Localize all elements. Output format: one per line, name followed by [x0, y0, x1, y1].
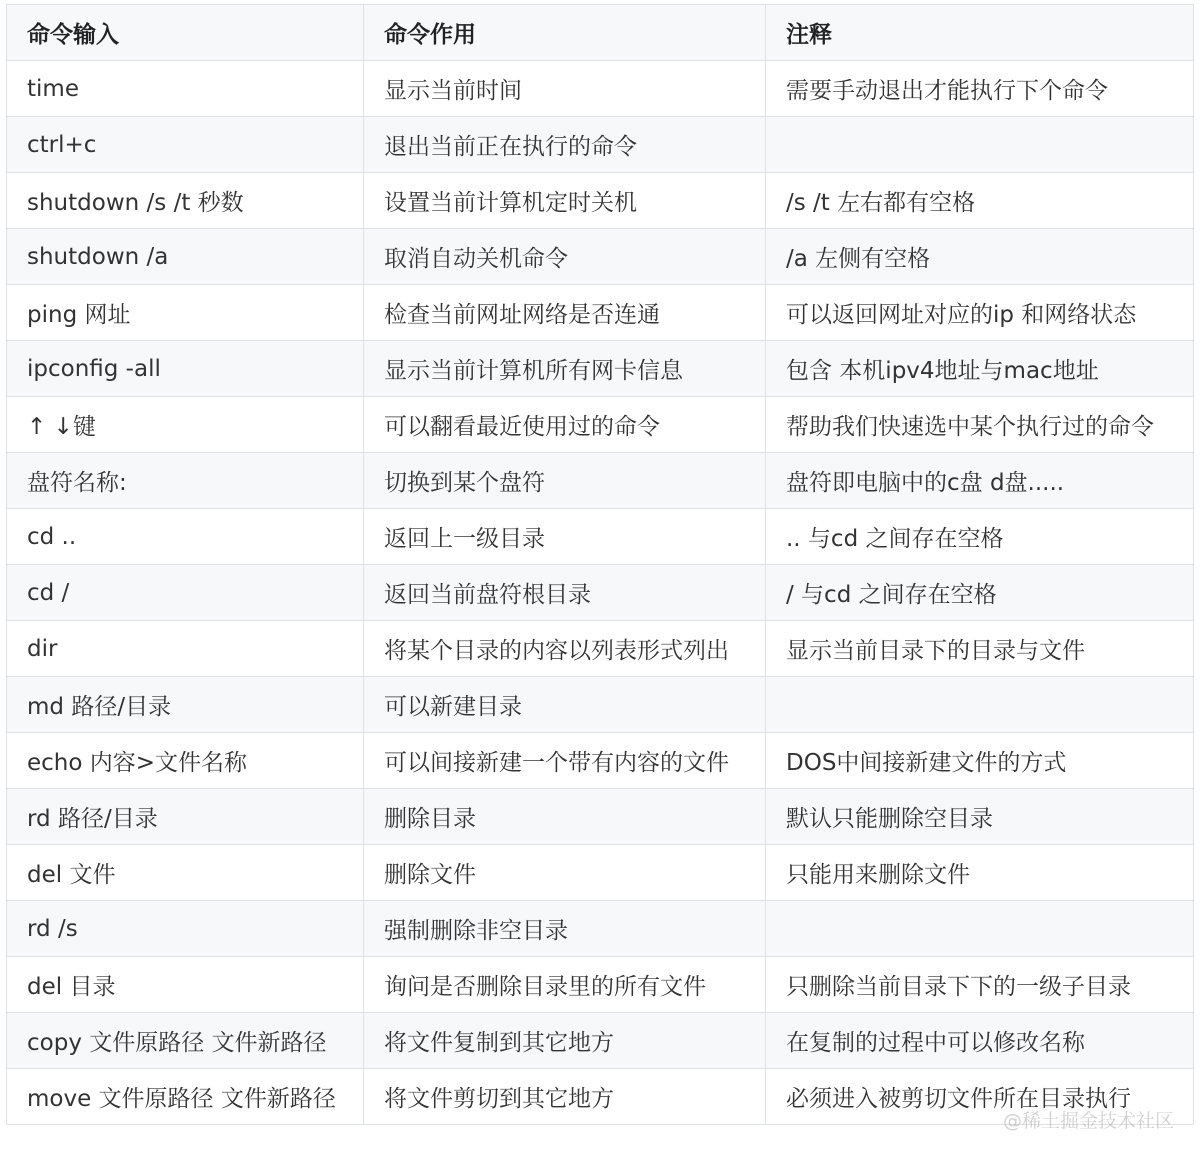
- cell-function: 将文件剪切到其它地方: [364, 1069, 766, 1125]
- table-row: [7, 565, 1194, 621]
- table-row: [7, 677, 1194, 733]
- cell-command: time: [7, 61, 364, 117]
- cell-command: rd 路径/目录: [7, 789, 364, 845]
- cell-note: [766, 677, 1194, 733]
- cell-function: 删除文件: [364, 845, 766, 901]
- cell-note: 默认只能删除空目录: [766, 789, 1194, 845]
- cell-note: [766, 901, 1194, 957]
- table-row: [7, 845, 1194, 901]
- cell-command: del 文件: [7, 845, 364, 901]
- header-command-function: 命令作用: [364, 5, 766, 61]
- cell-command: md 路径/目录: [7, 677, 364, 733]
- table-row: [7, 733, 1194, 789]
- cell-note: 只删除当前目录下下的一级子目录: [766, 957, 1194, 1013]
- cell-note: 需要手动退出才能执行下个命令: [766, 61, 1194, 117]
- cell-command: echo 内容>文件名称: [7, 733, 364, 789]
- cell-function: 取消自动关机命令: [364, 229, 766, 285]
- watermark: @稀土掘金技术社区: [1002, 1110, 1174, 1132]
- cell-function: 显示当前计算机所有网卡信息: [364, 341, 766, 397]
- cell-function: 设置当前计算机定时关机: [364, 173, 766, 229]
- cell-command: ctrl+c: [7, 117, 364, 173]
- cell-command: ↑ ↓键: [7, 397, 364, 453]
- table-body: [7, 61, 1194, 1125]
- cell-note: /s /t 左右都有空格: [766, 173, 1194, 229]
- table-row: [7, 509, 1194, 565]
- cell-note: 帮助我们快速选中某个执行过的命令: [766, 397, 1194, 453]
- table-row: [7, 453, 1194, 509]
- cell-function: 可以翻看最近使用过的命令: [364, 397, 766, 453]
- cell-note: 可以返回网址对应的ip 和网络状态: [766, 285, 1194, 341]
- cell-note: 包含 本机ipv4地址与mac地址: [766, 341, 1194, 397]
- cell-command: copy 文件原路径 文件新路径: [7, 1013, 364, 1069]
- cell-function: 返回上一级目录: [364, 509, 766, 565]
- table-row: [7, 341, 1194, 397]
- table-row: [7, 229, 1194, 285]
- cell-command: 盘符名称:: [7, 453, 364, 509]
- cell-function: 询问是否删除目录里的所有文件: [364, 957, 766, 1013]
- cell-command: del 目录: [7, 957, 364, 1013]
- cell-note: 必须进入被剪切文件所在目录执行: [766, 1069, 1194, 1125]
- cell-note: DOS中间接新建文件的方式: [766, 733, 1194, 789]
- table-row: [7, 397, 1194, 453]
- table-row: [7, 957, 1194, 1013]
- table-header-row: [7, 5, 1194, 61]
- command-table: [6, 4, 1194, 1125]
- cell-function: 将某个目录的内容以列表形式列出: [364, 621, 766, 677]
- cell-function: 返回当前盘符根目录: [364, 565, 766, 621]
- cell-command: shutdown /a: [7, 229, 364, 285]
- cell-note: .. 与cd 之间存在空格: [766, 509, 1194, 565]
- table-row: [7, 789, 1194, 845]
- cell-note: [766, 117, 1194, 173]
- cell-note: / 与cd 之间存在空格: [766, 565, 1194, 621]
- cell-function: 切换到某个盘符: [364, 453, 766, 509]
- table-row: [7, 173, 1194, 229]
- cell-function: 强制删除非空目录: [364, 901, 766, 957]
- table-row: [7, 901, 1194, 957]
- cell-function: 将文件复制到其它地方: [364, 1013, 766, 1069]
- cell-command: cd /: [7, 565, 364, 621]
- cell-command: rd /s: [7, 901, 364, 957]
- table-row: [7, 61, 1194, 117]
- cell-note: 显示当前目录下的目录与文件: [766, 621, 1194, 677]
- header-command-input: 命令输入: [7, 5, 364, 61]
- cell-function: 显示当前时间: [364, 61, 766, 117]
- cell-command: move 文件原路径 文件新路径: [7, 1069, 364, 1125]
- cell-note: 只能用来删除文件: [766, 845, 1194, 901]
- table-row: [7, 1013, 1194, 1069]
- cell-function: 可以间接新建一个带有内容的文件: [364, 733, 766, 789]
- cell-command: shutdown /s /t 秒数: [7, 173, 364, 229]
- cell-command: ping 网址: [7, 285, 364, 341]
- cell-function: 退出当前正在执行的命令: [364, 117, 766, 173]
- cell-note: /a 左侧有空格: [766, 229, 1194, 285]
- header-notes: 注释: [766, 5, 1194, 61]
- table-row: [7, 117, 1194, 173]
- cell-command: dir: [7, 621, 364, 677]
- cell-command: cd ..: [7, 509, 364, 565]
- table-row: [7, 621, 1194, 677]
- table-row: [7, 285, 1194, 341]
- cell-note: 在复制的过程中可以修改名称: [766, 1013, 1194, 1069]
- cell-function: 检查当前网址网络是否连通: [364, 285, 766, 341]
- cell-function: 可以新建目录: [364, 677, 766, 733]
- cell-function: 删除目录: [364, 789, 766, 845]
- cell-note: 盘符即电脑中的c盘 d盘.....: [766, 453, 1194, 509]
- cell-command: ipconfig -all: [7, 341, 364, 397]
